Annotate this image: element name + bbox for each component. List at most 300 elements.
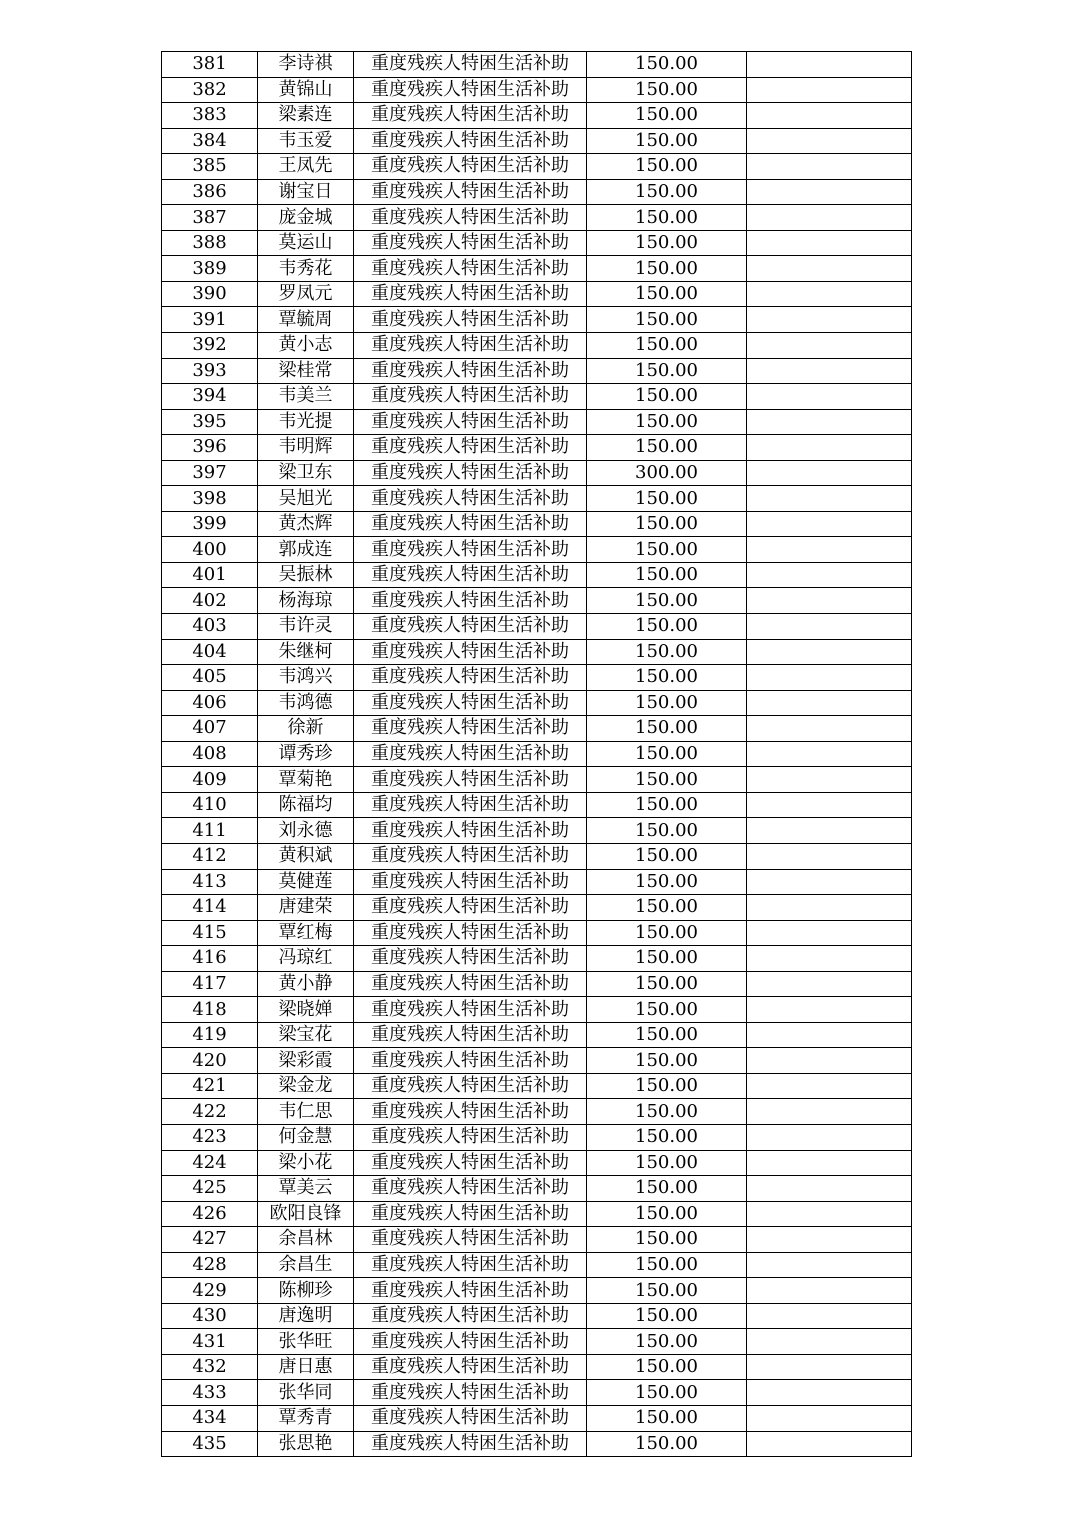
cell-name: 徐新 (258, 716, 354, 742)
cell-amount: 150.00 (587, 588, 747, 614)
table-row (162, 128, 912, 154)
table-row (162, 1073, 912, 1099)
cell-subsidy-type: 重度残疾人特困生活补助 (354, 1150, 587, 1176)
cell-name: 覃毓周 (258, 307, 354, 333)
cell-amount: 150.00 (587, 1099, 747, 1125)
table-row (162, 1354, 912, 1380)
cell-subsidy-type: 重度残疾人特困生活补助 (354, 77, 587, 103)
cell-name: 梁小花 (258, 1150, 354, 1176)
cell-remark (747, 1227, 912, 1253)
table-row (162, 792, 912, 818)
table-row (162, 614, 912, 640)
table-row (162, 179, 912, 205)
cell-subsidy-type: 重度残疾人特困生活补助 (354, 1073, 587, 1099)
cell-amount: 150.00 (587, 614, 747, 640)
cell-remark (747, 920, 912, 946)
cell-remark (747, 256, 912, 282)
cell-subsidy-type: 重度残疾人特困生活补助 (354, 128, 587, 154)
cell-subsidy-type: 重度残疾人特困生活补助 (354, 1278, 587, 1304)
cell-subsidy-type: 重度残疾人特困生活补助 (354, 1329, 587, 1355)
cell-number: 397 (162, 460, 258, 486)
table-row (162, 1176, 912, 1202)
cell-subsidy-type: 重度残疾人特困生活补助 (354, 1201, 587, 1227)
cell-remark (747, 1354, 912, 1380)
cell-subsidy-type: 重度残疾人特困生活补助 (354, 154, 587, 180)
cell-subsidy-type: 重度残疾人特困生活补助 (354, 767, 587, 793)
cell-remark (747, 1073, 912, 1099)
cell-amount: 150.00 (587, 154, 747, 180)
table-row (162, 920, 912, 946)
cell-amount: 150.00 (587, 1176, 747, 1202)
cell-remark (747, 716, 912, 742)
cell-amount: 150.00 (587, 997, 747, 1023)
cell-name: 韦光提 (258, 409, 354, 435)
cell-subsidy-type: 重度残疾人特困生活补助 (354, 52, 587, 78)
cell-number: 407 (162, 716, 258, 742)
cell-amount: 150.00 (587, 946, 747, 972)
cell-number: 422 (162, 1099, 258, 1125)
cell-subsidy-type: 重度残疾人特困生活补助 (354, 435, 587, 461)
table-row (162, 333, 912, 359)
cell-amount: 300.00 (587, 460, 747, 486)
cell-name: 吴振林 (258, 562, 354, 588)
cell-number: 417 (162, 971, 258, 997)
cell-number: 411 (162, 818, 258, 844)
cell-number: 415 (162, 920, 258, 946)
cell-number: 419 (162, 1022, 258, 1048)
cell-subsidy-type: 重度残疾人特困生活补助 (354, 895, 587, 921)
cell-subsidy-type: 重度残疾人特困生活补助 (354, 665, 587, 691)
cell-number: 402 (162, 588, 258, 614)
cell-number: 420 (162, 1048, 258, 1074)
cell-subsidy-type: 重度残疾人特困生活补助 (354, 1099, 587, 1125)
table-row (162, 154, 912, 180)
table-row (162, 1380, 912, 1406)
table-row (162, 1150, 912, 1176)
cell-amount: 150.00 (587, 77, 747, 103)
cell-name: 覃美云 (258, 1176, 354, 1202)
cell-remark (747, 179, 912, 205)
cell-name: 梁卫东 (258, 460, 354, 486)
cell-name: 吴旭光 (258, 486, 354, 512)
cell-amount: 150.00 (587, 1380, 747, 1406)
cell-name: 韦许灵 (258, 614, 354, 640)
cell-subsidy-type: 重度残疾人特困生活补助 (354, 358, 587, 384)
cell-number: 383 (162, 103, 258, 129)
cell-remark (747, 895, 912, 921)
cell-subsidy-type: 重度残疾人特困生活补助 (354, 230, 587, 256)
cell-amount: 150.00 (587, 741, 747, 767)
table-row (162, 460, 912, 486)
table-row (162, 435, 912, 461)
cell-number: 412 (162, 843, 258, 869)
table-row (162, 486, 912, 512)
cell-amount: 150.00 (587, 1405, 747, 1431)
table-row (162, 1252, 912, 1278)
cell-remark (747, 52, 912, 78)
cell-remark (747, 435, 912, 461)
table-row (162, 895, 912, 921)
cell-amount: 150.00 (587, 818, 747, 844)
cell-name: 莫运山 (258, 230, 354, 256)
cell-name: 王凤先 (258, 154, 354, 180)
cell-remark (747, 1405, 912, 1431)
cell-subsidy-type: 重度残疾人特困生活补助 (354, 614, 587, 640)
cell-number: 423 (162, 1124, 258, 1150)
cell-number: 388 (162, 230, 258, 256)
cell-name: 张思艳 (258, 1431, 354, 1457)
cell-subsidy-type: 重度残疾人特困生活补助 (354, 1354, 587, 1380)
cell-subsidy-type: 重度残疾人特困生活补助 (354, 1048, 587, 1074)
table-row (162, 307, 912, 333)
cell-subsidy-type: 重度残疾人特困生活补助 (354, 333, 587, 359)
cell-name: 梁宝花 (258, 1022, 354, 1048)
cell-remark (747, 1380, 912, 1406)
cell-remark (747, 946, 912, 972)
cell-name: 张华同 (258, 1380, 354, 1406)
cell-amount: 150.00 (587, 767, 747, 793)
cell-name: 刘永德 (258, 818, 354, 844)
cell-number: 403 (162, 614, 258, 640)
cell-remark (747, 77, 912, 103)
cell-name: 冯琼红 (258, 946, 354, 972)
cell-name: 黄锦山 (258, 77, 354, 103)
cell-name: 庞金城 (258, 205, 354, 231)
cell-subsidy-type: 重度残疾人特困生活补助 (354, 537, 587, 563)
cell-number: 391 (162, 307, 258, 333)
cell-amount: 150.00 (587, 1303, 747, 1329)
cell-remark (747, 869, 912, 895)
table-row (162, 230, 912, 256)
cell-amount: 150.00 (587, 511, 747, 537)
cell-remark (747, 460, 912, 486)
cell-number: 406 (162, 690, 258, 716)
cell-name: 欧阳良锋 (258, 1201, 354, 1227)
cell-amount: 150.00 (587, 562, 747, 588)
cell-number: 421 (162, 1073, 258, 1099)
cell-name: 陈柳珍 (258, 1278, 354, 1304)
cell-amount: 150.00 (587, 384, 747, 410)
table-row (162, 767, 912, 793)
cell-number: 390 (162, 281, 258, 307)
cell-amount: 150.00 (587, 665, 747, 691)
cell-number: 393 (162, 358, 258, 384)
cell-name: 韦明辉 (258, 435, 354, 461)
cell-amount: 150.00 (587, 358, 747, 384)
table-row (162, 205, 912, 231)
cell-amount: 150.00 (587, 409, 747, 435)
cell-amount: 150.00 (587, 1124, 747, 1150)
cell-subsidy-type: 重度残疾人特困生活补助 (354, 486, 587, 512)
cell-number: 434 (162, 1405, 258, 1431)
cell-remark (747, 486, 912, 512)
cell-number: 382 (162, 77, 258, 103)
cell-number: 425 (162, 1176, 258, 1202)
cell-number: 429 (162, 1278, 258, 1304)
cell-remark (747, 1048, 912, 1074)
table-row (162, 588, 912, 614)
cell-subsidy-type: 重度残疾人特困生活补助 (354, 256, 587, 282)
cell-remark (747, 307, 912, 333)
cell-number: 389 (162, 256, 258, 282)
cell-name: 陈福均 (258, 792, 354, 818)
table-row (162, 1201, 912, 1227)
cell-name: 郭成连 (258, 537, 354, 563)
cell-subsidy-type: 重度残疾人特困生活补助 (354, 1252, 587, 1278)
cell-number: 385 (162, 154, 258, 180)
cell-name: 梁金龙 (258, 1073, 354, 1099)
cell-number: 404 (162, 639, 258, 665)
cell-amount: 150.00 (587, 869, 747, 895)
cell-subsidy-type: 重度残疾人特困生活补助 (354, 869, 587, 895)
cell-amount: 150.00 (587, 435, 747, 461)
cell-remark (747, 1150, 912, 1176)
cell-remark (747, 614, 912, 640)
cell-number: 432 (162, 1354, 258, 1380)
cell-name: 韦秀花 (258, 256, 354, 282)
cell-subsidy-type: 重度残疾人特困生活补助 (354, 179, 587, 205)
cell-name: 韦仁思 (258, 1099, 354, 1125)
cell-subsidy-type: 重度残疾人特困生活补助 (354, 460, 587, 486)
table-row (162, 946, 912, 972)
cell-amount: 150.00 (587, 690, 747, 716)
cell-subsidy-type: 重度残疾人特困生活补助 (354, 818, 587, 844)
cell-subsidy-type: 重度残疾人特困生活补助 (354, 920, 587, 946)
cell-amount: 150.00 (587, 281, 747, 307)
cell-number: 428 (162, 1252, 258, 1278)
cell-amount: 150.00 (587, 920, 747, 946)
cell-subsidy-type: 重度残疾人特困生活补助 (354, 1124, 587, 1150)
cell-name: 杨海琼 (258, 588, 354, 614)
table-row (162, 256, 912, 282)
cell-amount: 150.00 (587, 1252, 747, 1278)
cell-remark (747, 741, 912, 767)
cell-subsidy-type: 重度残疾人特困生活补助 (354, 792, 587, 818)
cell-amount: 150.00 (587, 537, 747, 563)
cell-name: 梁彩霞 (258, 1048, 354, 1074)
cell-remark (747, 843, 912, 869)
table-row (162, 971, 912, 997)
table-row (162, 511, 912, 537)
cell-subsidy-type: 重度残疾人特困生活补助 (354, 843, 587, 869)
cell-remark (747, 1278, 912, 1304)
cell-subsidy-type: 重度残疾人特困生活补助 (354, 588, 587, 614)
cell-subsidy-type: 重度残疾人特困生活补助 (354, 103, 587, 129)
cell-remark (747, 1252, 912, 1278)
table-row (162, 716, 912, 742)
cell-number: 399 (162, 511, 258, 537)
cell-remark (747, 537, 912, 563)
table-row (162, 1303, 912, 1329)
cell-amount: 150.00 (587, 307, 747, 333)
table-row (162, 103, 912, 129)
cell-amount: 150.00 (587, 971, 747, 997)
cell-name: 唐日惠 (258, 1354, 354, 1380)
cell-remark (747, 154, 912, 180)
cell-name: 梁晓婵 (258, 997, 354, 1023)
cell-subsidy-type: 重度残疾人特困生活补助 (354, 1022, 587, 1048)
cell-subsidy-type: 重度残疾人特困生活补助 (354, 1405, 587, 1431)
cell-amount: 150.00 (587, 486, 747, 512)
cell-subsidy-type: 重度残疾人特困生活补助 (354, 307, 587, 333)
cell-name: 覃菊艳 (258, 767, 354, 793)
cell-remark (747, 971, 912, 997)
cell-number: 430 (162, 1303, 258, 1329)
cell-name: 张华旺 (258, 1329, 354, 1355)
table-row (162, 843, 912, 869)
cell-amount: 150.00 (587, 1073, 747, 1099)
cell-number: 394 (162, 384, 258, 410)
cell-name: 唐建荣 (258, 895, 354, 921)
cell-number: 384 (162, 128, 258, 154)
cell-remark (747, 358, 912, 384)
cell-name: 韦鸿德 (258, 690, 354, 716)
cell-remark (747, 128, 912, 154)
cell-amount: 150.00 (587, 128, 747, 154)
cell-amount: 150.00 (587, 103, 747, 129)
cell-number: 416 (162, 946, 258, 972)
cell-subsidy-type: 重度残疾人特困生活补助 (354, 384, 587, 410)
cell-amount: 150.00 (587, 1022, 747, 1048)
cell-name: 覃红梅 (258, 920, 354, 946)
table-row (162, 52, 912, 78)
table-row (162, 869, 912, 895)
table-row (162, 1048, 912, 1074)
cell-amount: 150.00 (587, 333, 747, 359)
cell-amount: 150.00 (587, 205, 747, 231)
cell-number: 386 (162, 179, 258, 205)
cell-number: 400 (162, 537, 258, 563)
cell-name: 谭秀珍 (258, 741, 354, 767)
cell-subsidy-type: 重度残疾人特困生活补助 (354, 741, 587, 767)
cell-remark (747, 562, 912, 588)
cell-amount: 150.00 (587, 1431, 747, 1457)
cell-amount: 150.00 (587, 792, 747, 818)
cell-remark (747, 103, 912, 129)
cell-number: 381 (162, 52, 258, 78)
subsidy-table (161, 51, 912, 1457)
cell-remark (747, 511, 912, 537)
cell-amount: 150.00 (587, 179, 747, 205)
cell-amount: 150.00 (587, 1278, 747, 1304)
table-row (162, 1278, 912, 1304)
cell-amount: 150.00 (587, 1201, 747, 1227)
cell-amount: 150.00 (587, 1150, 747, 1176)
cell-number: 387 (162, 205, 258, 231)
table-row (162, 1329, 912, 1355)
cell-number: 410 (162, 792, 258, 818)
cell-name: 谢宝日 (258, 179, 354, 205)
cell-remark (747, 639, 912, 665)
cell-subsidy-type: 重度残疾人特困生活补助 (354, 562, 587, 588)
cell-subsidy-type: 重度残疾人特困生活补助 (354, 205, 587, 231)
cell-number: 427 (162, 1227, 258, 1253)
table-row (162, 741, 912, 767)
cell-number: 396 (162, 435, 258, 461)
cell-subsidy-type: 重度残疾人特困生活补助 (354, 971, 587, 997)
cell-number: 395 (162, 409, 258, 435)
table-row (162, 690, 912, 716)
table-row (162, 537, 912, 563)
cell-number: 408 (162, 741, 258, 767)
cell-number: 426 (162, 1201, 258, 1227)
cell-name: 罗凤元 (258, 281, 354, 307)
cell-amount: 150.00 (587, 716, 747, 742)
cell-remark (747, 1201, 912, 1227)
cell-name: 梁桂常 (258, 358, 354, 384)
cell-subsidy-type: 重度残疾人特困生活补助 (354, 997, 587, 1023)
table-row (162, 77, 912, 103)
cell-number: 413 (162, 869, 258, 895)
cell-name: 余昌生 (258, 1252, 354, 1278)
cell-subsidy-type: 重度残疾人特困生活补助 (354, 1431, 587, 1457)
cell-remark (747, 384, 912, 410)
cell-remark (747, 333, 912, 359)
table-row (162, 639, 912, 665)
cell-remark (747, 588, 912, 614)
cell-name: 黄积斌 (258, 843, 354, 869)
cell-name: 韦美兰 (258, 384, 354, 410)
cell-remark (747, 665, 912, 691)
cell-number: 405 (162, 665, 258, 691)
cell-number: 433 (162, 1380, 258, 1406)
table-row (162, 1431, 912, 1457)
cell-remark (747, 792, 912, 818)
cell-amount: 150.00 (587, 230, 747, 256)
cell-number: 398 (162, 486, 258, 512)
cell-amount: 150.00 (587, 639, 747, 665)
table-row (162, 409, 912, 435)
cell-remark (747, 409, 912, 435)
cell-subsidy-type: 重度残疾人特困生活补助 (354, 1227, 587, 1253)
table-row (162, 818, 912, 844)
cell-subsidy-type: 重度残疾人特困生活补助 (354, 409, 587, 435)
cell-subsidy-type: 重度残疾人特困生活补助 (354, 1176, 587, 1202)
table-row (162, 665, 912, 691)
cell-name: 黄杰辉 (258, 511, 354, 537)
cell-number: 418 (162, 997, 258, 1023)
table-row (162, 384, 912, 410)
cell-remark (747, 690, 912, 716)
cell-amount: 150.00 (587, 1048, 747, 1074)
table-row (162, 358, 912, 384)
cell-name: 何金慧 (258, 1124, 354, 1150)
cell-amount: 150.00 (587, 256, 747, 282)
cell-number: 401 (162, 562, 258, 588)
cell-amount: 150.00 (587, 1354, 747, 1380)
table-body (162, 52, 912, 1457)
cell-number: 414 (162, 895, 258, 921)
cell-name: 李诗祺 (258, 52, 354, 78)
cell-name: 覃秀青 (258, 1405, 354, 1431)
cell-name: 莫健莲 (258, 869, 354, 895)
cell-number: 424 (162, 1150, 258, 1176)
cell-number: 409 (162, 767, 258, 793)
cell-remark (747, 1124, 912, 1150)
table-row (162, 1099, 912, 1125)
cell-subsidy-type: 重度残疾人特困生活补助 (354, 716, 587, 742)
cell-amount: 150.00 (587, 895, 747, 921)
cell-remark (747, 281, 912, 307)
cell-remark (747, 230, 912, 256)
cell-subsidy-type: 重度残疾人特困生活补助 (354, 946, 587, 972)
cell-remark (747, 1303, 912, 1329)
cell-subsidy-type: 重度残疾人特困生活补助 (354, 639, 587, 665)
cell-name: 唐逸明 (258, 1303, 354, 1329)
cell-name: 梁素连 (258, 103, 354, 129)
cell-remark (747, 997, 912, 1023)
cell-name: 韦鸿兴 (258, 665, 354, 691)
